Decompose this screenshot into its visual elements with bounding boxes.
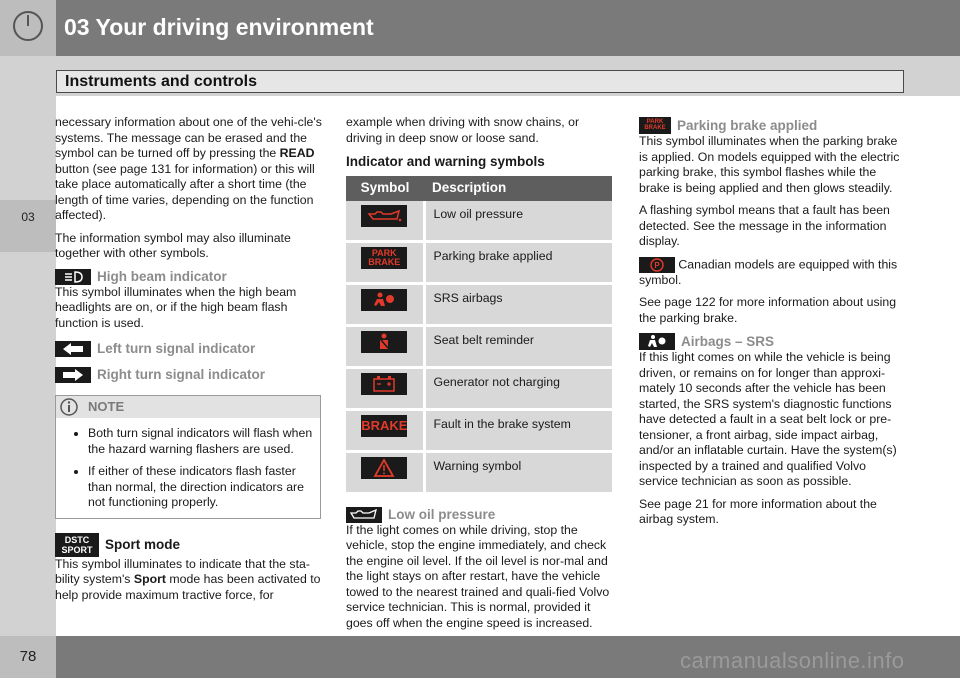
text: Canadian models are equipped with this symbol. — [639, 256, 898, 287]
symbol-cell — [346, 409, 424, 451]
brake-text: BRAKE — [361, 417, 408, 433]
warning-triangle-icon — [361, 457, 407, 479]
parking-brake-title: Parking brake applied — [677, 117, 818, 133]
srs-airbag-icon — [361, 289, 407, 311]
park-text: PARK — [371, 247, 397, 258]
low-oil-heading — [346, 507, 612, 523]
left-margin-strip — [0, 56, 56, 636]
note-list — [56, 426, 320, 511]
chapter-tab — [0, 200, 56, 252]
symbol-cell — [346, 201, 424, 242]
svg-text:P: P — [654, 260, 660, 270]
dstc-text: DSTC — [64, 534, 90, 545]
column-right — [639, 117, 907, 535]
paragraph: The information symbol may also illuminate together with other symbols. — [55, 230, 291, 260]
table-row — [346, 451, 612, 493]
p-circle-icon — [639, 257, 675, 273]
park-brake-icon — [639, 117, 671, 134]
paragraph — [55, 115, 322, 224]
sport-mode-title: Sport mode — [105, 536, 181, 552]
left-turn-title: Left turn signal indicator — [97, 341, 256, 357]
description-cell: Seat belt reminder — [424, 325, 612, 367]
section-title: Instruments and controls — [65, 73, 258, 90]
symbol-cell — [346, 451, 424, 493]
paragraph: This symbol illuminates when the parking brake is applied. On models equipped with the electric parking brake, this symbol flashes while the brake is being applied and then glows steadily. — [639, 134, 900, 195]
parking-brake-heading — [639, 117, 907, 134]
symbol-cell — [346, 367, 424, 409]
table-row — [346, 325, 612, 367]
description-cell: Generator not charging — [424, 367, 612, 409]
right-arrow-icon — [55, 367, 91, 383]
page-number: 78 — [19, 648, 37, 665]
chapter-number: 03 — [21, 210, 35, 224]
table-title: Indicator and warning symbols — [346, 154, 545, 169]
left-turn-heading — [55, 341, 322, 357]
srs-airbag-icon — [639, 333, 675, 350]
description-cell: SRS airbags — [424, 283, 612, 325]
note-box — [55, 395, 321, 519]
table-row — [346, 241, 612, 283]
text: mode has been activated to help provide maximum tractive force, for — [55, 572, 321, 602]
high-beam-title: High beam indicator — [97, 268, 227, 284]
description-cell: Fault in the brake system — [424, 409, 612, 451]
description-cell: Low oil pressure — [424, 201, 612, 242]
airbags-title: Airbags – SRS — [681, 333, 775, 349]
oil-can-icon — [361, 205, 407, 227]
column-header-description: Description — [424, 176, 612, 201]
symbol-cell — [346, 241, 424, 283]
description-cell: Warning symbol — [424, 451, 612, 493]
table-row — [346, 201, 612, 242]
brake-icon — [361, 415, 407, 437]
table-row — [346, 409, 612, 451]
low-oil-text: If the light comes on while driving, stop the vehicle, stop the engine immediately, and check the engine oil level. If the oil level is nor-mal and the light stays on after restart, have the vehicle towed to the nearest trained and quali-fied Volvo service technician. This is normal, provided it goes off when the engine speed is increased. — [346, 522, 610, 630]
seat-belt-icon — [361, 331, 407, 353]
sport-text: SPORT — [61, 544, 93, 555]
symbol-cell — [346, 325, 424, 367]
paragraph: See page 122 for more information about using the parking brake. — [639, 295, 897, 325]
paragraph: A flashing symbol means that a fault has been detected. See the message in the information display. — [639, 203, 890, 248]
paragraph: See page 21 for more information about the airbag system. — [639, 496, 877, 526]
chapter-title: 03 Your driving environment — [64, 14, 374, 40]
text: button (see page 131 for information) or this will take place automatically after a short time (the length of time varies, depending on the function affected). — [55, 161, 315, 222]
dstc-sport-icon — [55, 533, 99, 557]
left-arrow-icon — [55, 341, 91, 357]
note-header — [56, 396, 320, 418]
table-header-row — [346, 176, 612, 201]
list-item: • If either of these indicators flash faster than normal, the direction indicators are not functioning properly. — [88, 464, 320, 511]
section-box — [56, 70, 904, 93]
column-middle — [346, 115, 612, 638]
paragraph: If this light comes on while the vehicle is being driven, or remains on for longer than approxi-mately 10 seconds after the vehicle has been started, the SRS system's diagnostic functions have detected a fault in a seat belt lock or pre-tensioner, a front airbag, side impact airbag, and/or an inflatable curtain. Have the system(s) inspected by a trained and qualified Volvo service technician as soon as possible. — [639, 350, 897, 488]
park-brake-icon — [361, 247, 407, 269]
high-beam-heading — [55, 269, 322, 285]
text: This symbol illuminates to indicate that the sta-bility system's — [55, 556, 310, 586]
text-bold: Sport — [133, 572, 166, 586]
info-icon — [60, 398, 78, 416]
list-item: • Both turn signal indicators will flash when the hazard warning flashers are used. — [88, 426, 320, 457]
symbols-table — [346, 176, 612, 495]
read-button-label: READ — [279, 146, 315, 160]
table-row — [346, 367, 612, 409]
table-row — [346, 283, 612, 325]
sport-mode-text — [55, 557, 322, 604]
low-oil-title: Low oil pressure — [388, 506, 496, 522]
column-left — [55, 115, 322, 610]
high-beam-icon — [55, 269, 91, 285]
right-turn-title: Right turn signal indicator — [97, 367, 265, 383]
oil-can-icon — [346, 507, 382, 523]
brake-text: BRAKE — [368, 256, 401, 267]
note-title: NOTE — [88, 399, 125, 415]
battery-icon — [361, 373, 407, 395]
paragraph — [639, 257, 907, 289]
text: necessary information about one of the vehi-cle's systems. The message can be erased and the symbol can be turned off by pressing the — [55, 115, 322, 160]
column-header-symbol: Symbol — [346, 176, 424, 201]
symbol-cell — [346, 283, 424, 325]
watermark: carmanualsonline.info — [680, 648, 905, 673]
brake-text: BRAKE — [644, 125, 666, 131]
park-text: PARK — [646, 119, 664, 125]
airbags-heading — [639, 333, 907, 350]
right-turn-heading — [55, 367, 322, 383]
paragraph: example when driving with snow chains, or driving in deep snow or loose sand. — [346, 115, 580, 145]
sport-mode-heading — [55, 533, 322, 557]
high-beam-text: This symbol illuminates when the high beam headlights are on, or if the high beam flash function is used. — [55, 284, 297, 330]
description-cell: Parking brake applied — [424, 241, 612, 283]
gauge-icon — [0, 0, 56, 56]
